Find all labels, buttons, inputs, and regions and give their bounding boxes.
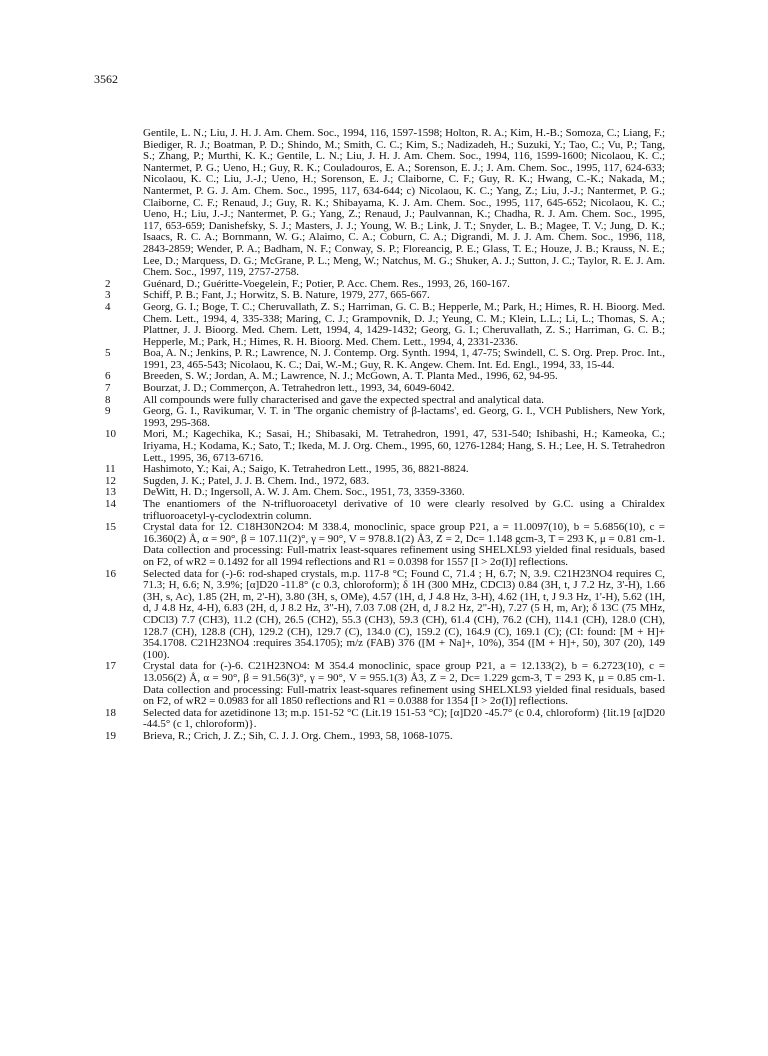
reference-item [105,406,665,429]
reference-text: Mori, M.; Kagechika, K.; Sasai, H.; Shibasaki, M. Tetrahedron, 1991, 47, 531-540; Ishibashi, H.; Kameoka, C.; Iriyama, H.; Kodama, K.; Sato, T.; Ikeda, M. J. Org. Chem., 1995, 60, 1276-1284; Hang, S. H.; Lee, H. S. Tetrahedron Lett., 1995, 36, 6713-6716. [143,428,665,464]
reference-number: 17 [105,660,116,673]
reference-number: 14 [105,498,116,510]
reference-number [105,128,143,279]
reference-text: Selected data for azetidinone 13; m.p. 151-52 °C (Lit.19 151-53 °C); [α]D20 -45.7° (c 0.4, chloroform) {lit.19 [α]D20 -44.5° (c 1, chloroform)}. [143,706,665,731]
reference-text: Schiff, P. B.; Fant, J.; Horwitz, S. B. Nature, 1979, 277, 665-667. [143,289,430,302]
reference-number: 3 [105,289,111,302]
reference-item [105,731,665,743]
reference-text: Hashimoto, Y.; Kai, A.; Saigo, K. Tetrahedron Lett., 1995, 36, 8821-8824. [143,463,469,476]
reference-number: 5 [105,347,111,360]
reference-number: 13 [105,486,116,499]
reference-item [105,429,665,464]
reference-item [105,302,665,348]
reference-text: Brieva, R.; Crich, J. Z.; Sih, C. J. J. Org. Chem., 1993, 58, 1068-1075. [143,729,453,742]
reference-number: 19 [105,729,116,742]
reference-number: 6 [105,370,111,383]
reference-item [105,499,665,522]
reference-number: 12 [105,474,116,487]
reference-text: Georg, G. I., Ravikumar, V. T. in 'The organic chemistry of β-lactams', ed. Georg, G. I., VCH Publishers, New York, 1993, 295-368. [143,405,665,429]
reference-item [105,383,665,395]
page-number: 3562 [94,72,118,86]
reference-text: Gentile, L. N.; Liu, J. H. J. Am. Chem. Soc., 1994, 116, 1597-1598; Holton, R. A.; Kim, H.-B.; Somoza, C.; Liang, F.; Biediger, R. J.; Boatman, P. D.; Shindo, M.; Smith, C. C.; Kim, S.; Nadizadeh, H.; Suzuki, Y.; Tao, C.; Vu, P.; Tang, S.; Zhang, P.; Murthi, K. K.; Gentile, L. N.; Liu, J. H. J. Am. Chem. Soc., 1994, 116, 1599-1600; Nicolaou, K. C.; Nantermet, P. G.; Ueno, H.; Guy, R. K.; Couladouros, E. A.; Sorenson, E. J.; J. Am. Chem. Soc., 1995, 117, 624-633; Nicolaou, K. C.; Liu, J.-J.; Ueno, H.; Sorenson, E. J.; Claiborne, C. F.; Guy, R. K.; Hwang, C.-K.; Nakada, M.; Nantermet, P. G. J. Am. Chem. Soc., 1995, 117, 634-644; c) Nicolaou, K. C.; Yang, Z.; Liu, J.-J.; Nantermet, P. G.; Claiborne, C. F.; Renaud, J.; Guy, R. K.; Shibayama, K. J. Am. Chem. Soc., 1995, 117, 645-652; Nicolaou, K. C.; Ueno, H.; Liu, J.-J.; Nantermet, P. G.; Yang, Z.; Renaud, J.; Paulvannan, K.; Chadha, R. J. Am. Chem. Soc., 1995, 117, 653-659; Danishefsky, S. J.; Masters, J. J.; Young, W. B.; Link, J. T.; Snyder, L. B.; Magee, T. V.; Jung, D. K.; Isaacs, R. C. A.; Bornmann, W. G.; Alaimo, C. A.; Coburn, C. A.; Digrandi, M. J. J. Am. Chem. Soc., 1996, 118, 2843-2859; Wender, P. A.; Badham, N. F.; Conway, S. P.; Floreancig, P. E.; Glass, T. E.; Houze, J. B.; Krauss, N. E.; Lee, D.; Marquess, D. G.; McGrane, P. L.; Meng, W.; Natchus, M. G.; Shuker, A. J.; Sutton, J. C.; Taylor, R. E. J. Am. Chem. Soc., 1997, 119, 2757-2758. [143,127,665,279]
reference-number: 7 [105,382,111,395]
reference-text: All compounds were fully characterised and gave the expected spectral and analytical data. [143,393,545,406]
reference-text: The enantiomers of the N-trifluoroacetyl derivative of 10 were clearly resolved by G.C. using a Chiraldex trifluoroacetyl-γ-cyclodextrin column. [143,498,665,522]
reference-item [105,569,665,662]
reference-text: DeWitt, H. D.; Ingersoll, A. W. J. Am. Chem. Soc., 1951, 73, 3359-3360. [143,486,465,499]
reference-number: 18 [105,706,116,719]
reference-number: 16 [105,567,116,580]
reference-list [105,128,665,742]
reference-item [105,522,665,568]
reference-text: Crystal data for 12. C18H30N2O4: M 338.4, monoclinic, space group P21, a = 11.0097(10), b = 5.6856(10), c = 16.360(2) Å, α = 90°, β = 107.11(2)°, γ = 90°, V = 978.8.1(2) Å3, Z = 2, Dc= 1.148 gcm-3, T = 293 K, μ = 0.81 cm-1. Data collection and processing: Full-matrix least-squares refinement using SHELXL93 yielded final residuals, based on F2, of wR2 = 0.1492 for all 1994 reflections and R1 = 0.0398 for 1557 [I > 2σ(I)] reflections. [143,521,665,568]
reference-item [105,348,665,371]
reference-item [105,128,665,279]
reference-number: 9 [105,405,111,418]
reference-number: 2 [105,277,111,290]
reference-text: Guénard, D.; Guéritte-Voegelein, F.; Potier, P. Acc. Chem. Res., 1993, 26, 160-167. [143,277,510,290]
reference-text: Breeden, S. W.; Jordan, A. M.; Lawrence, N. J.; McGown, A. T. Planta Med., 1996, 62, 94-95. [143,370,558,383]
reference-item [105,661,665,707]
reference-text: Bourzat, J. D.; Commerçon, A. Tetrahedron lett., 1993, 34, 6049-6042. [143,382,455,395]
reference-item [105,708,665,731]
reference-number: 11 [105,463,116,476]
reference-number: 10 [105,428,116,441]
reference-number: 15 [105,521,116,534]
reference-number: 8 [105,393,111,406]
reference-number: 4 [105,300,111,313]
reference-text: Sugden, J. K.; Patel, J. J. B. Chem. Ind., 1972, 683. [143,474,370,487]
reference-text: Crystal data for (-)-6. C21H23NO4: M 354.4 monoclinic, space group P21, a = 12.133(2), b = 6.2723(10), c = 13.056(2) Å, α = 90°, β = 91.56(3)°, γ = 90°, V = 955.1(3) Å3, Z = 2, Dc= 1.229 gcm-3, T = 293 K, μ = 0.85 cm-1. Data collection and processing: Full-matrix least-squares refinement using SHELXL93 yielded final residuals, based on F2, of wR2 = 0.0983 for all 1850 reflections and R1 = 0.0388 for 1354 [I > 2σ(I)] reflections. [143,660,665,708]
reference-text: Boa, A. N.; Jenkins, P. R.; Lawrence, N. J. Contemp. Org. Synth. 1994, 1, 47-75; Swindell, C. S. Org. Prep. Proc. Int., 1991, 23, 465-543; Nicolaou, K. C.; Dai, W.-M.; Guy, R. K. Angew. Chem. Int. Ed. Engl., 1994, 33, 15-44. [143,347,665,371]
reference-text: Georg, G. I.; Boge, T. C.; Cheruvallath, Z. S.; Harriman, G. C. B.; Hepperle, M.; Park, H.; Himes, R. H. Bioorg. Med. Chem. Lett., 1994, 4, 335-338; Maring, C. J.; Grampovnik, D. J.; Yeung, C. M.; Klein, L.L.; Li, L.; Thomas, S. A.; Plattner, J. J. Bioorg. Med. Chem. Lett, 1994, 4, 1429-1432; Georg, G. I.; Cheruvallath, Z. S.; Harriman, G. C. B.; Hepperle, M.; Park, H.; Himes, R. H. Bioorg. Med. Chem. Lett., 1994, 4, 2331-2336. [143,300,665,348]
reference-text: Selected data for (-)-6: rod-shaped crystals, m.p. 117-8 °C; Found C, 71.4 ; H, 6.7; N, 3.9. C21H23NO4 requires C, 71.3; H, 6.6; N, 3.9%; [α]D20 -11.8° (c 0.3, chloroform); δ 1H (300 MHz, CDCl3) 0.84 (3H, t, J 7.2 Hz, 3'-H), 1.66 (3H, s, Ac), 1.85 (2H, m, 2'-H), 3.80 (3H, s, OMe), 4.57 (1H, d, J 4.8 Hz, 3-H), 4.62 (1H, t, J 9.3 Hz, 1'-H), 5.62 (1H, d, J 4.8 Hz, 4-H), 6.83 (2H, d, J 8.2 Hz, 3"-H), 7.03 7.08 (2H, d, J 8.2 Hz, 2"-H), 7.27 (5 H, m, Ar); δ 13C (75 MHz, CDCl3) 7.7 (CH3), 11.2 (CH), 26.5 (CH2), 55.3 (CH3), 59.3 (CH), 61.4 (CH), 76.2 (CH), 114.1 (CH), 128.0 (CH), 128.7 (CH), 128.8 (CH), 129.2 (CH), 129.7 (C), 134.0 (C), 159.2 (C), 164.9 (C), 169.1 (C); (CI: found: [M + H]+ 354.1708. C21H23NO4 :requires 354.1705); m/z (FAB) 376 ([M + Na]+, 10%), 354 ([M + H]+, 50), 307 (20), 149 (100). [143,567,665,661]
